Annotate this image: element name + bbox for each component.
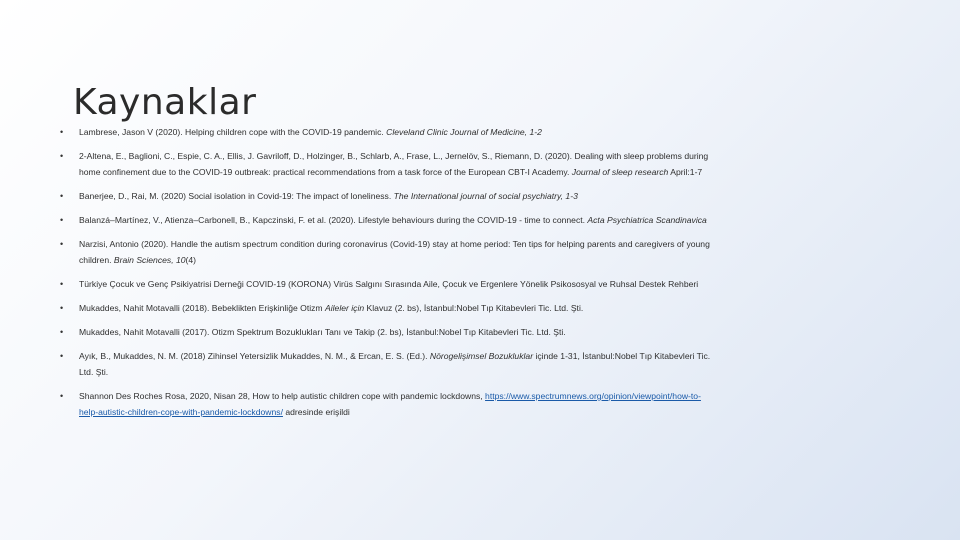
page-title: Kaynaklar bbox=[73, 82, 257, 124]
list-item: • 2-Altena, E., Baglioni, C., Espie, C. A., Ellis, J. Gavriloff, D., Holzinger, B., Schlarb, A., Frase, L., Jernelöv, S., Riemann, D. (2020). Dealing with sleep problems during home confinement due to the COVID-19 outbreak: practical recommendations from a task force of the European CBT-I Academy. Journal of sleep research April:1-7 bbox=[60, 148, 720, 180]
list-item: • Mukaddes, Nahit Motavalli (2017). Otizm Spektrum Bozuklukları Tanı ve Takip (2. bs), İstanbul:Nobel Tıp Kitabevleri Tic. Ltd. Şti. bbox=[60, 324, 720, 340]
list-item: • Mukaddes, Nahit Motavalli (2018). Bebeklikten Erişkinliğe Otizm Aileler için Klavuz (2. bs), İstanbul:Nobel Tıp Kitabevleri Tic. Ltd. Şti. bbox=[60, 300, 720, 316]
list-item: • Türkiye Çocuk ve Genç Psikiyatrisi Derneği COVID-19 (KORONA) Virüs Salgını Sırasında Aile, Çocuk ve Ergenlere Yönelik Psikososyal ve Ruhsal Destek Rehberi bbox=[60, 276, 720, 292]
reference-link[interactable]: https://www.spectrumnews.org/opinion/viewpoint/how-to-help-autistic-children-cope-with-pandemic-lockdowns/ bbox=[79, 391, 701, 417]
list-item: • Ayık, B., Mukaddes, N. M. (2018) Zihinsel Yetersizlik Mukaddes, N. M., & Ercan, E. S. (Ed.). Nörogelişimsel Bozukluklar içinde 1-31, İstanbul:Nobel Tıp Kitabevleri Tic. Ltd. Şti. bbox=[60, 348, 720, 380]
list-item: • Balanzá–Martínez, V., Atienza–Carbonell, B., Kapczinski, F. et al. (2020). Lifestyle behaviours during the COVID-19 - time to connect. Acta Psychiatrica Scandinavica bbox=[60, 212, 720, 228]
list-item: • Banerjee, D., Rai, M. (2020) Social isolation in Covid-19: The impact of loneliness. The International journal of social psychiatry, 1-3 bbox=[60, 188, 720, 204]
list-item: • Narzisi, Antonio (2020). Handle the autism spectrum condition during coronavirus (Covid-19) stay at home period: Ten tips for helping parents and caregivers of young children. Brain Sciences, 10(4) bbox=[60, 236, 720, 268]
list-item: • Lambrese, Jason V (2020). Helping children cope with the COVID-19 pandemic. Cleveland Clinic Journal of Medicine, 1-2 bbox=[60, 124, 720, 140]
list-item: • Shannon Des Roches Rosa, 2020, Nisan 28, How to help autistic children cope with pandemic lockdowns, https://www.spectrumnews.org/opinion/viewpoint/how-to-help-autistic-children-cope-with-pandemic-lockdowns/ adresinde erişildi bbox=[60, 388, 720, 420]
reference-list bbox=[60, 124, 720, 428]
